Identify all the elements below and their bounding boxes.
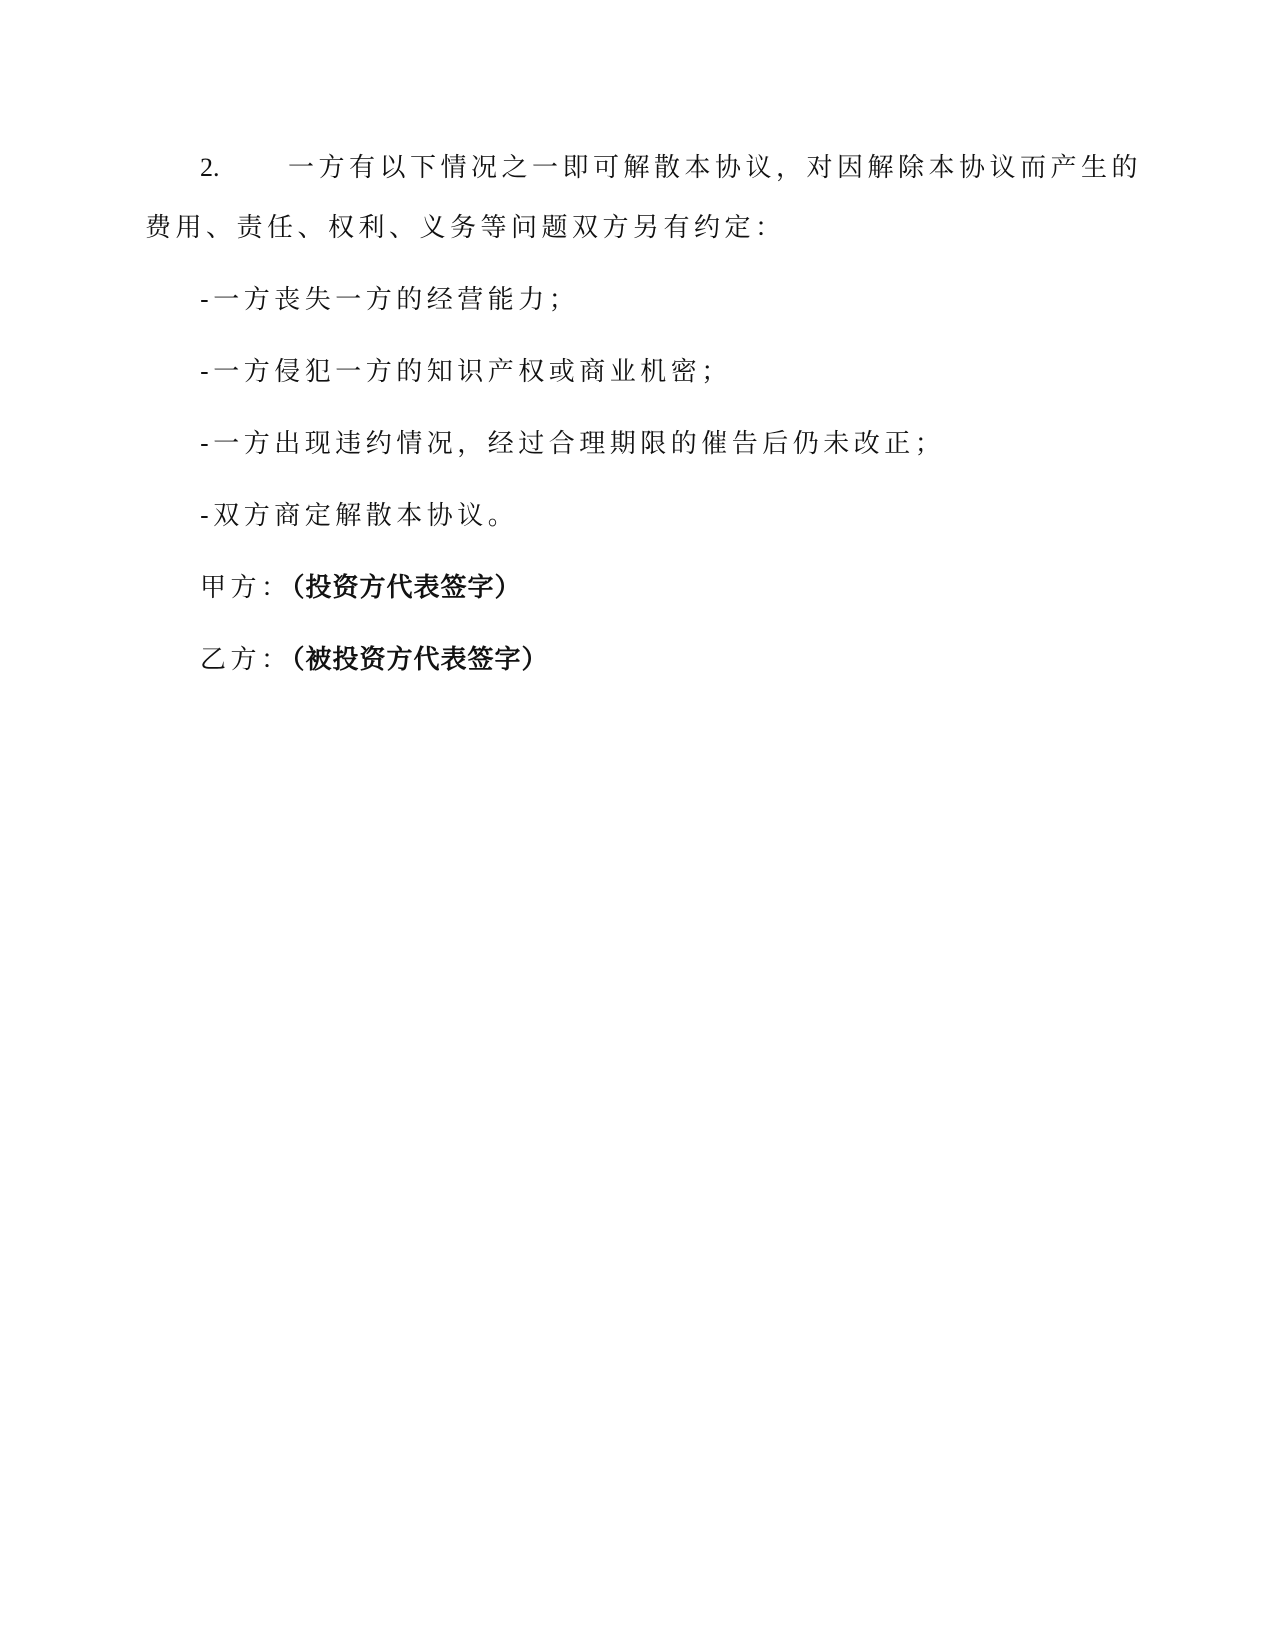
- party-b-signature-line: [200, 642, 549, 678]
- clause-line-1: [200, 150, 1142, 186]
- party-b-signature: （被投资方代表签字）: [291, 645, 549, 675]
- clause-text-line-1: 一方有以下情况之一即可解散本协议，对因解除本协议而产生的: [288, 153, 1143, 183]
- list-item: -一方丧失一方的经营能力；: [200, 285, 580, 315]
- list-item: -双方商定解散本协议。: [200, 501, 519, 531]
- list-item: -一方侵犯一方的知识产权或商业机密；: [200, 357, 732, 387]
- list-item: -一方出现违约情况，经过合理期限的催告后仍未改正；: [200, 429, 946, 459]
- party-a-label: 甲方：: [200, 573, 292, 603]
- party-b-label: 乙方：: [200, 645, 292, 675]
- clause-line-2: [145, 210, 786, 246]
- clause-number: 2.: [200, 153, 220, 182]
- party-a-signature: （投资方代表签字）: [291, 573, 522, 603]
- party-a-signature-line: [200, 570, 522, 606]
- clause-text-line-2: 费用、责任、权利、义务等问题双方另有约定：: [145, 213, 786, 243]
